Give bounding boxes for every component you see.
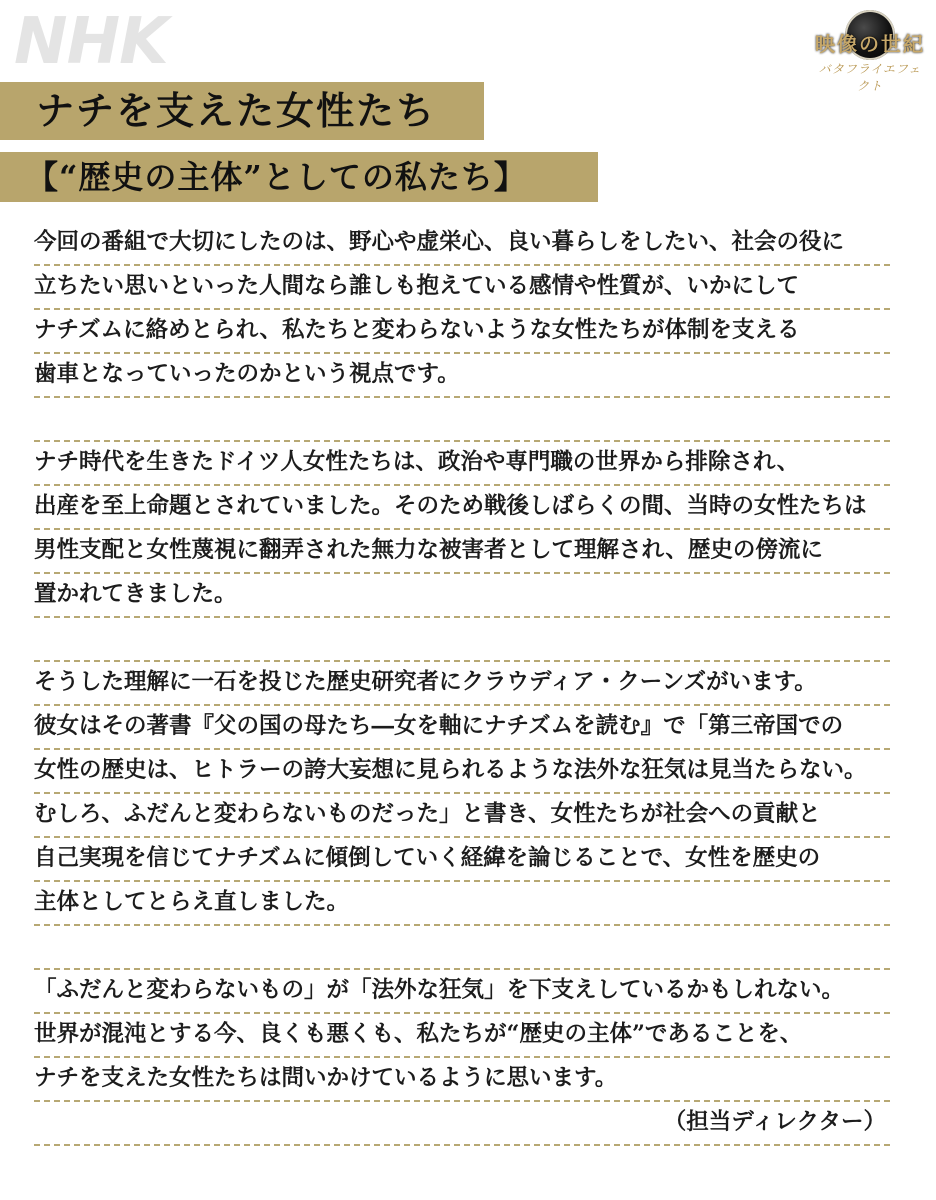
- article-line: [34, 926, 890, 970]
- series-logo-title: 映像の世紀: [815, 32, 925, 56]
- article-line: 「ふだんと変わらないもの」が「法外な狂気」を下支えしているかもしれない。: [34, 970, 890, 1014]
- article-line: 立ちたい思いといった人間なら誰しも抱えている感情や性質が、いかにして: [34, 266, 890, 310]
- page-subtitle: 【“歴史の主体”としての私たち】: [0, 152, 598, 202]
- article-line: [34, 398, 890, 442]
- article-line: ナチを支えた女性たちは問いかけているように思います。: [34, 1058, 890, 1102]
- article-line: 女性の歴史は、ヒトラーの誇大妄想に見られるような法外な狂気は見当たらない。: [34, 750, 890, 794]
- nhk-logo: NHK: [14, 5, 168, 79]
- article-line: むしろ、ふだんと変わらないものだった」と書き、女性たちが社会への貢献と: [34, 794, 890, 838]
- page-title: ナチを支えた女性たち: [0, 82, 484, 140]
- article-line: ナチズムに絡めとられ、私たちと変わらないような女性たちが体制を支える: [34, 310, 890, 354]
- article-line: 歯車となっていったのかという視点です。: [34, 354, 890, 398]
- article-line: 自己実現を信じてナチズムに傾倒していく経緯を論じることで、女性を歴史の: [34, 838, 890, 882]
- article-line: そうした理解に一石を投じた歴史研究者にクラウディア・クーンズがいます。: [34, 662, 890, 706]
- article-line: 置かれてきました。: [34, 574, 890, 618]
- article-line: [34, 618, 890, 662]
- series-logo-subtitle: バタフライエフェクト: [818, 62, 922, 93]
- article-line: 世界が混沌とする今、良くも悪くも、私たちが“歴史の主体”であることを、: [34, 1014, 890, 1058]
- article-line: ナチ時代を生きたドイツ人女性たちは、政治や専門職の世界から排除され、: [34, 442, 890, 486]
- article-line: 主体としてとらえ直しました。: [34, 882, 890, 926]
- series-logo: [814, 10, 926, 93]
- article-line: 出産を至上命題とされていました。そのため戦後しばらくの間、当時の女性たちは: [34, 486, 890, 530]
- article-signature: （担当ディレクター）: [34, 1102, 890, 1146]
- article-line: 男性支配と女性蔑視に翻弄された無力な被害者として理解され、歴史の傍流に: [34, 530, 890, 574]
- article-line: 彼女はその著書『父の国の母たち―女を軸にナチズムを読む』で「第三帝国での: [34, 706, 890, 750]
- article-line: 今回の番組で大切にしたのは、野心や虚栄心、良い暮らしをしたい、社会の役に: [34, 222, 890, 266]
